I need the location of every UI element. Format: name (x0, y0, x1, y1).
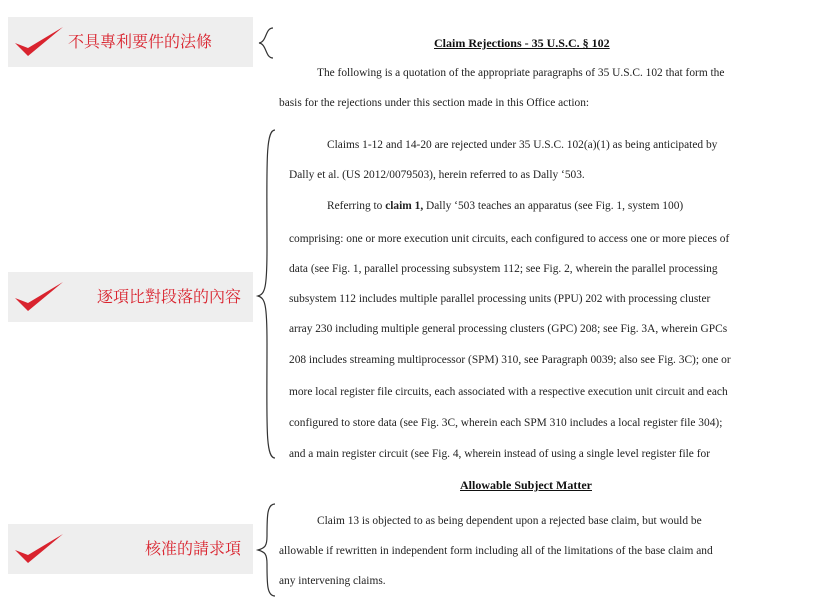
callout-label: 核准的請求項 (144, 539, 241, 558)
paragraph-line: Claims 1-12 and 14-20 are rejected under 35 U.S.C. 102(a)(1) as being anticipated by (327, 139, 718, 151)
red-checkmark-icon (12, 23, 66, 61)
paragraph-line: comprising: one or more execution unit circuits, each configured to access one or more pieces of (289, 233, 730, 245)
callout-label: 逐項比對段落的內容 (96, 287, 241, 306)
intro-line: basis for the rejections under this section made in this Office action: (279, 97, 590, 109)
paragraph-line: Claim 13 is objected to as being dependent upon a rejected base claim, but would be (317, 515, 702, 527)
intro-line: The following is a quotation of the appropriate paragraphs of 35 U.S.C. 102 that form the (317, 67, 725, 79)
paragraph-line: Dally et al. (US 2012/0079503), herein referred to as Dally ‘503. (289, 169, 585, 181)
paragraph-line (327, 200, 683, 212)
callout-label: 不具專利要件的法條 (68, 32, 213, 51)
left-curly-brace-icon (255, 502, 277, 598)
paragraph-line: 208 includes streaming multiprocessor (SPM) 310, see Paragraph 0039; also see Fig. 3C); one or (289, 354, 731, 366)
paragraph-line: configured to store data (see Fig. 3C, wherein each SPM 310 includes a local register file 304); (289, 417, 723, 429)
paragraph-line: and a main register circuit (see Fig. 4, wherein instead of using a single level register file for (289, 448, 710, 460)
callout-comparison (8, 272, 253, 322)
claim-reference: claim 1, (385, 200, 424, 212)
red-checkmark-icon (12, 278, 66, 316)
text-run: Dally ‘503 teaches an apparatus (see Fig. 1, system 100) (423, 200, 684, 212)
red-checkmark-icon (12, 530, 66, 568)
paragraph-line: allowable if rewritten in independent form including all of the limitations of the base claim and (279, 545, 713, 557)
paragraph-line: more local register file circuits, each associated with a respective execution unit circuit and each (289, 386, 728, 398)
section-heading-rejections: Claim Rejections - 35 U.S.C. § 102 (434, 36, 610, 50)
section-heading-allowable: Allowable Subject Matter (460, 478, 592, 492)
paragraph-line: array 230 including multiple general processing clusters (GPC) 208; see Fig. 3A, wherein GPCs (289, 323, 728, 335)
left-curly-brace-icon (255, 128, 277, 460)
paragraph-line: any intervening claims. (279, 575, 386, 587)
callout-allowed (8, 524, 253, 574)
text-run: Referring to (327, 200, 386, 212)
callout-statute (8, 17, 253, 67)
paragraph-line: subsystem 112 includes multiple parallel processing units (PPU) 202 with processing cluster (289, 293, 711, 305)
left-curly-brace-icon (255, 26, 277, 60)
paragraph-line: data (see Fig. 1, parallel processing subsystem 112; see Fig. 2, wherein the parallel processing (289, 263, 718, 275)
